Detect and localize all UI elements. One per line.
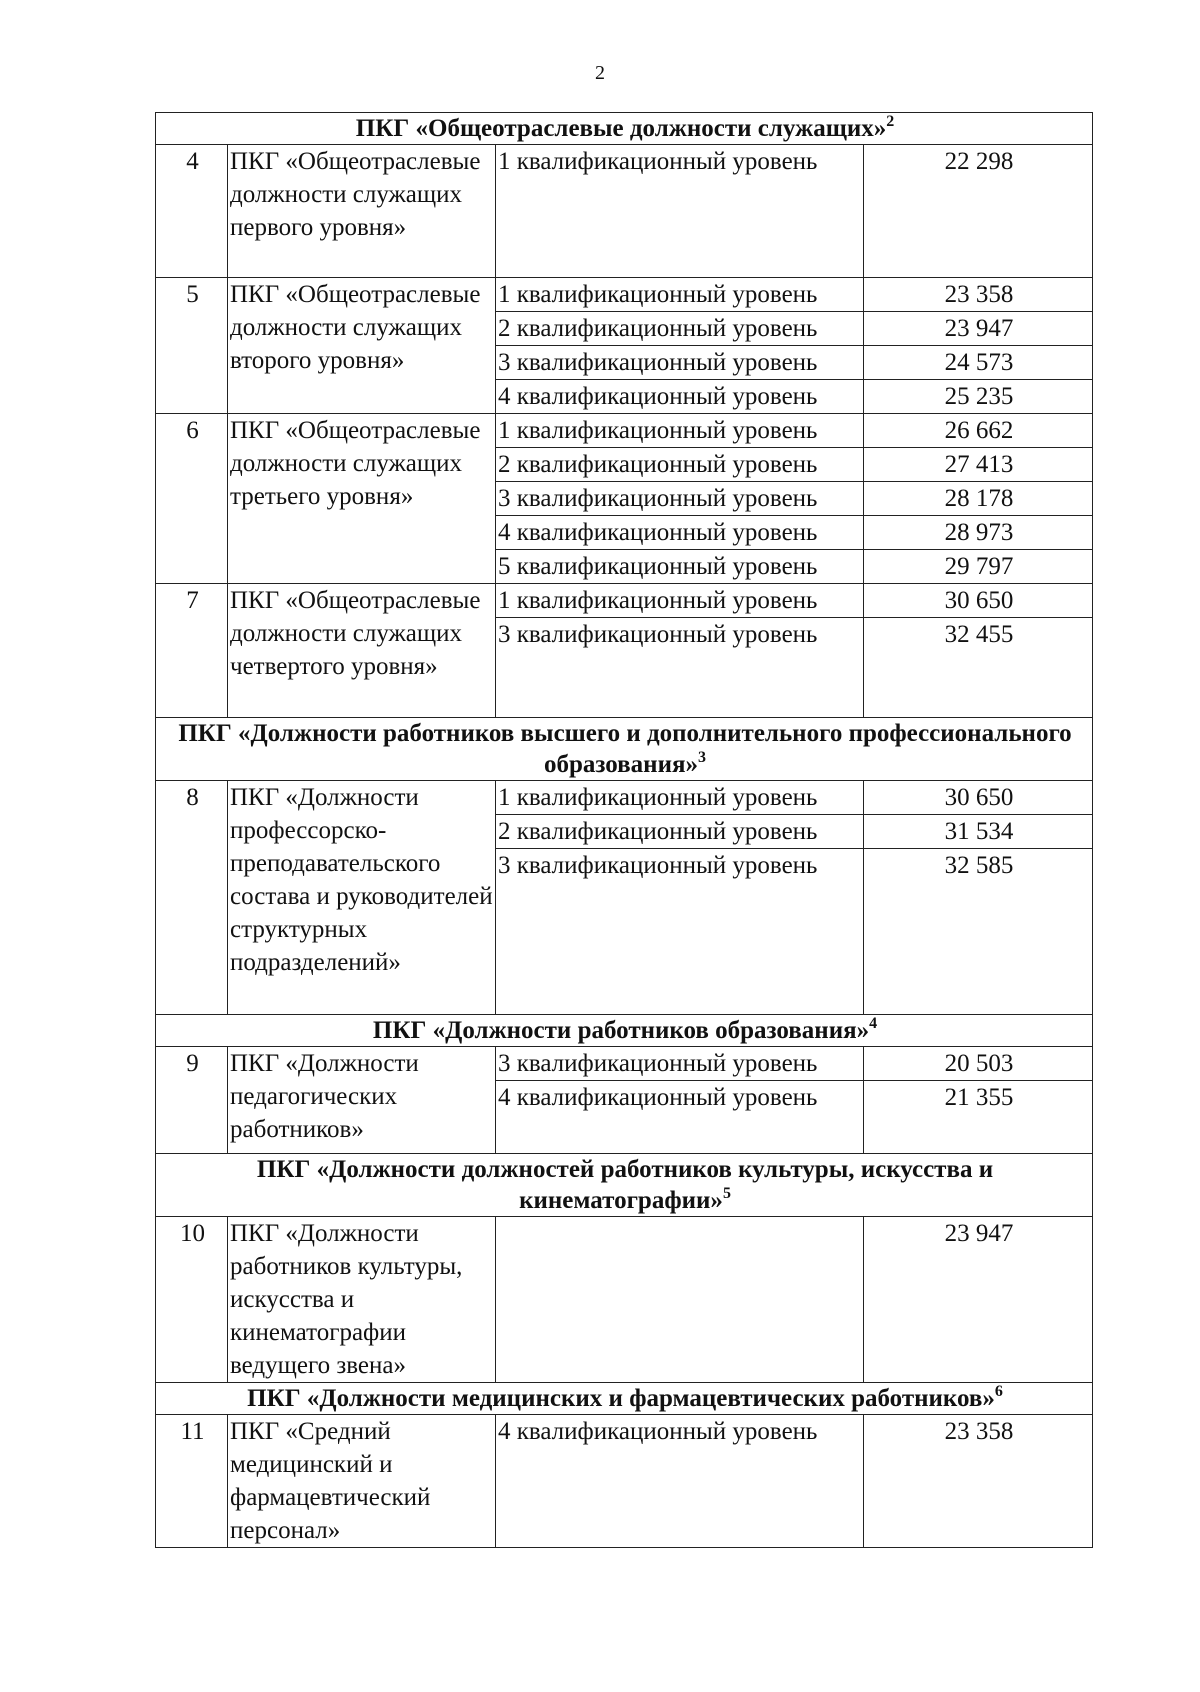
footnote-marker: 5 xyxy=(722,1185,731,1202)
section-title: ПКГ «Должности работников образования»$^4$ xyxy=(156,1015,1093,1047)
salary-value: 21 355 xyxy=(864,1081,1093,1154)
salary-value: 28 178 xyxy=(864,482,1093,516)
qualification-level: 1 квалификационный уровень xyxy=(496,584,864,618)
footnote-marker: 6 xyxy=(994,1383,1003,1400)
qualification-level: 2 квалификационный уровень xyxy=(496,815,864,849)
section-header-row xyxy=(156,113,1093,145)
qualification-level: 1 квалификационный уровень xyxy=(496,414,864,448)
salary-value: 28 973 xyxy=(864,516,1093,550)
salary-value: 23 947 xyxy=(864,312,1093,346)
section-header-row xyxy=(156,1015,1093,1047)
table-row xyxy=(156,781,1093,815)
salary-value: 32 455 xyxy=(864,618,1093,718)
page-number: 2 xyxy=(595,62,605,84)
salary-value: 25 235 xyxy=(864,380,1093,414)
qualification-level: 3 квалификационный уровень xyxy=(496,1047,864,1081)
qualification-level: 1 квалификационный уровень xyxy=(496,781,864,815)
salary-value: 23 947 xyxy=(864,1217,1093,1383)
section-title: ПКГ «Общеотраслевые должности служащих»$^2$ xyxy=(156,113,1093,145)
row-number: 8 xyxy=(156,781,228,1015)
qualification-level: 4 квалификационный уровень xyxy=(496,516,864,550)
salary-table xyxy=(155,112,1093,1548)
salary-value: 26 662 xyxy=(864,414,1093,448)
group-name: ПКГ «Средний медицинский и фармацевтический персонал» xyxy=(228,1415,496,1548)
group-name: ПКГ «Общеотраслевые должности служащих первого уровня» xyxy=(228,145,496,278)
salary-value: 22 298 xyxy=(864,145,1093,278)
footnote-marker: 3 xyxy=(698,749,707,766)
qualification-level: 2 квалификационный уровень xyxy=(496,448,864,482)
table-row xyxy=(156,1415,1093,1548)
section-header-row xyxy=(156,1383,1093,1415)
table-row xyxy=(156,278,1093,312)
group-name: ПКГ «Должности педагогических работников» xyxy=(228,1047,496,1154)
qualification-level: 2 квалификационный уровень xyxy=(496,312,864,346)
section-title: ПКГ «Должности должностей работников культуры, искусства и кинематографии»$^5$ xyxy=(156,1154,1093,1217)
salary-value: 30 650 xyxy=(864,584,1093,618)
qualification-level: 5 квалификационный уровень xyxy=(496,550,864,584)
salary-value: 20 503 xyxy=(864,1047,1093,1081)
group-name: ПКГ «Должности профессорско-преподавательского состава и руководителей структурных подразделений» xyxy=(228,781,496,1015)
table-row xyxy=(156,1047,1093,1081)
qualification-level: 1 квалификационный уровень xyxy=(496,145,864,278)
row-number: 5 xyxy=(156,278,228,414)
qualification-level xyxy=(496,1217,864,1383)
salary-value: 31 534 xyxy=(864,815,1093,849)
salary-value: 23 358 xyxy=(864,1415,1093,1548)
section-header-row xyxy=(156,1154,1093,1217)
qualification-level: 3 квалификационный уровень xyxy=(496,482,864,516)
qualification-level: 3 квалификационный уровень xyxy=(496,618,864,718)
salary-value: 29 797 xyxy=(864,550,1093,584)
section-title: ПКГ «Должности медицинских и фармацевтических работников»$^6$ xyxy=(156,1383,1093,1415)
salary-value: 32 585 xyxy=(864,849,1093,1015)
table-row xyxy=(156,414,1093,448)
row-number: 4 xyxy=(156,145,228,278)
qualification-level: 4 квалификационный уровень xyxy=(496,1415,864,1548)
group-name: ПКГ «Общеотраслевые должности служащих четвертого уровня» xyxy=(228,584,496,718)
table-row xyxy=(156,584,1093,618)
section-title: ПКГ «Должности работников высшего и дополнительного профессионального образования»$^3$ xyxy=(156,718,1093,781)
row-number: 10 xyxy=(156,1217,228,1383)
group-name: ПКГ «Общеотраслевые должности служащих третьего уровня» xyxy=(228,414,496,584)
row-number: 9 xyxy=(156,1047,228,1154)
qualification-level: 4 квалификационный уровень xyxy=(496,1081,864,1154)
row-number: 11 xyxy=(156,1415,228,1548)
qualification-level: 3 квалификационный уровень xyxy=(496,849,864,1015)
qualification-level: 4 квалификационный уровень xyxy=(496,380,864,414)
row-number: 7 xyxy=(156,584,228,718)
footnote-marker: 2 xyxy=(886,113,895,130)
row-number: 6 xyxy=(156,414,228,584)
qualification-level: 1 квалификационный уровень xyxy=(496,278,864,312)
salary-value: 27 413 xyxy=(864,448,1093,482)
table-row xyxy=(156,1217,1093,1383)
group-name: ПКГ «Должности работников культуры, искусства и кинематографии ведущего звена» xyxy=(228,1217,496,1383)
salary-value: 30 650 xyxy=(864,781,1093,815)
salary-value: 23 358 xyxy=(864,278,1093,312)
salary-value: 24 573 xyxy=(864,346,1093,380)
group-name: ПКГ «Общеотраслевые должности служащих второго уровня» xyxy=(228,278,496,414)
section-header-row xyxy=(156,718,1093,781)
qualification-level: 3 квалификационный уровень xyxy=(496,346,864,380)
footnote-marker: 4 xyxy=(869,1015,878,1032)
table-row xyxy=(156,145,1093,278)
